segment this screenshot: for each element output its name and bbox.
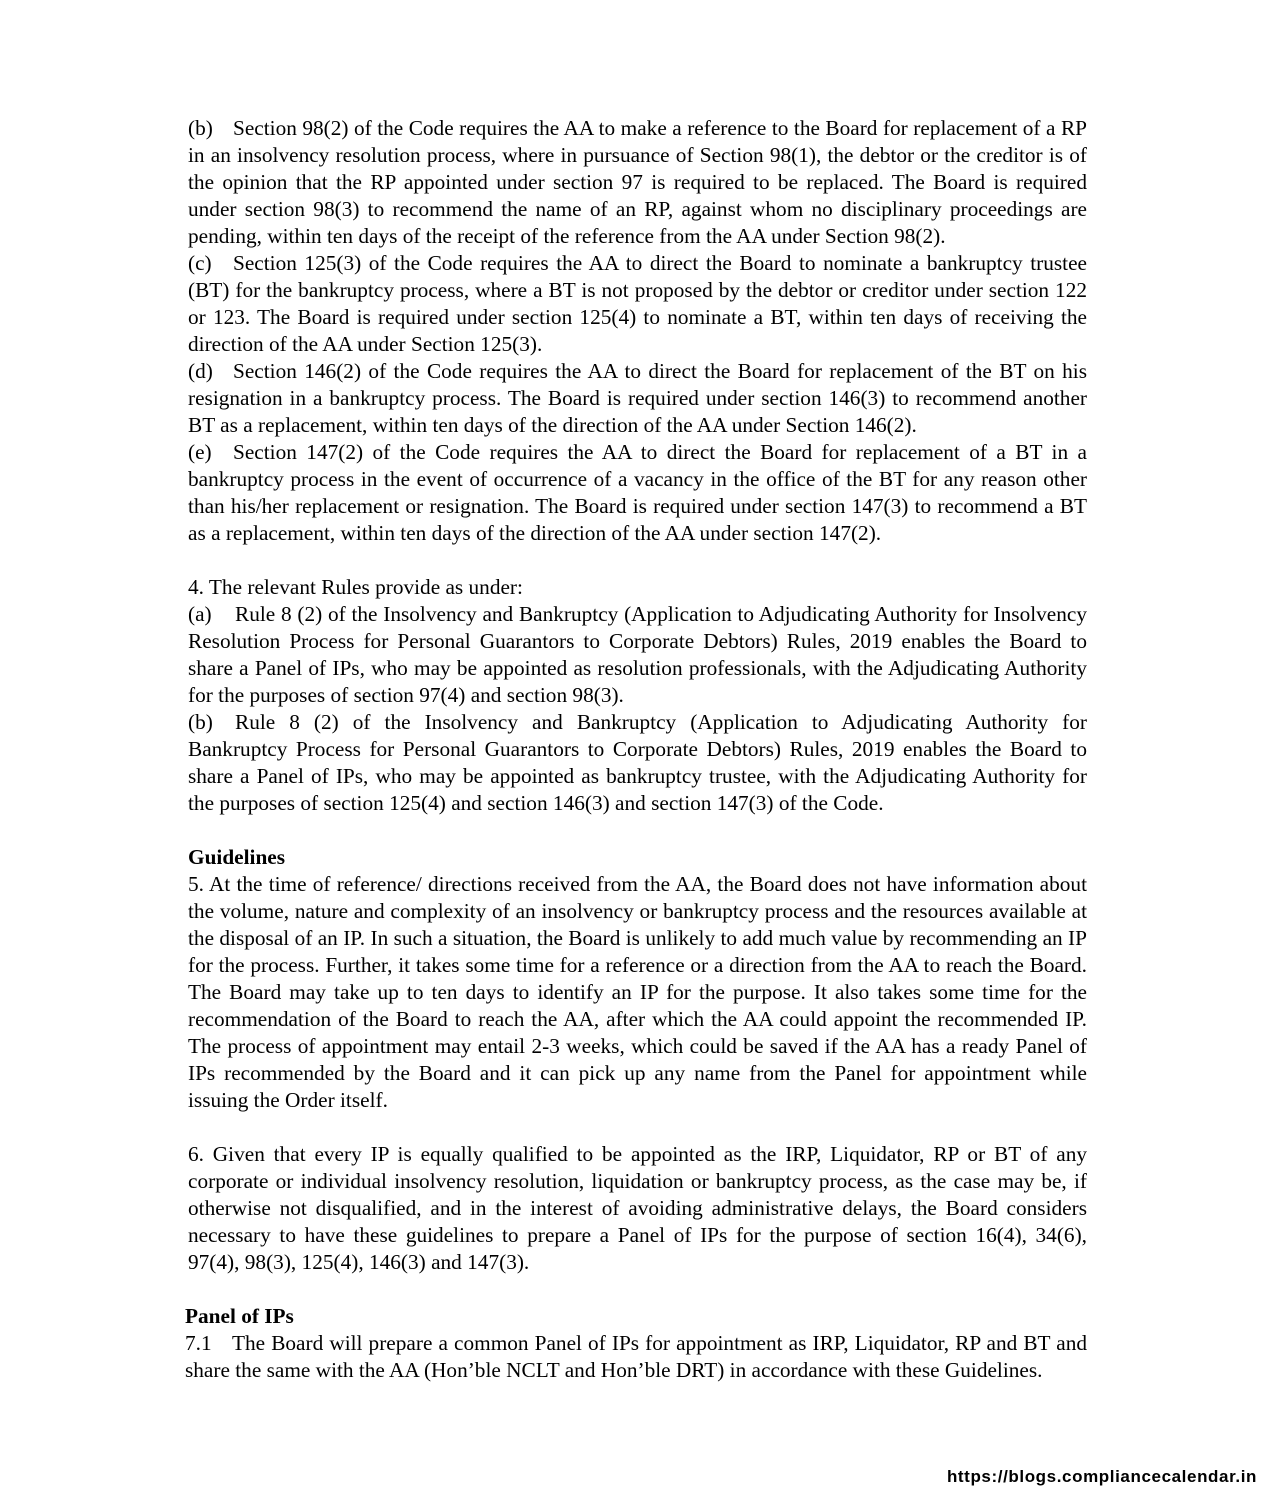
item-4b — [188, 709, 1087, 817]
item-4a — [188, 601, 1087, 709]
item-text: Rule 8 (2) of the Insolvency and Bankruptcy (Application to Adjudicating Authority for Insolvency Resolution Process for Personal Guarantors to Corporate Debtors) Rules, 2019 enables the Board to share a Panel of IPs, who may be appointed as resolution professionals, with the Adjudicating Authority for the purposes of section 97(4) and section 98(3). — [188, 602, 1087, 707]
item-label: (e) — [188, 440, 212, 464]
item-text: Section 98(2) of the Code requires the AA to make a reference to the Board for replacement of a RP in an insolvency resolution process, where in pursuance of Section 98(1), the debtor or the creditor is of the opinion that the RP appointed under section 97 is required to be replaced. The Board is required under section 98(3) to recommend the name of an RP, against whom no disciplinary proceedings are pending, within ten days of the receipt of the reference from the AA under Section 98(2). — [188, 116, 1087, 248]
para7-1 — [185, 1330, 1087, 1384]
item-label: 7.1 — [185, 1331, 212, 1355]
item-3d — [188, 358, 1087, 439]
para6: 6. Given that every IP is equally qualified to be appointed as the IRP, Liquidator, RP or BT of any corporate or individual insolvency resolution, liquidation or bankruptcy process, as the case may be, if otherwise not disqualified, and in the interest of avoiding administrative delays, the Board considers necessary to have these guidelines to prepare a Panel of IPs for the purpose of section 16(4), 34(6), 97(4), 98(3), 125(4), 146(3) and 147(3). — [188, 1142, 1087, 1274]
para5: 5. At the time of reference/ directions received from the AA, the Board does not have information about the volume, nature and complexity of an insolvency or bankruptcy process and the resources available at the disposal of an IP. In such a situation, the Board is unlikely to add much value by recommending an IP for the process. Further, it takes some time for a reference or a direction from the AA to reach the Board. The Board may take up to ten days to identify an IP for the purpose. It also takes some time for the recommendation of the Board to reach the AA, after which the AA could appoint the recommended IP. The process of appointment may entail 2-3 weeks, which could be saved if the AA has a ready Panel of IPs recommended by the Board and it can pick up any name from the Panel for appointment while issuing the Order itself. — [188, 872, 1087, 1112]
panel-heading: Panel of IPs — [185, 1304, 294, 1328]
item-label: (b) — [188, 710, 213, 734]
item-label: (d) — [188, 359, 213, 383]
document-page — [185, 115, 1087, 1384]
item-3e — [188, 439, 1087, 547]
item-text: Section 125(3) of the Code requires the AA to direct the Board to nominate a bankruptcy trustee (BT) for the bankruptcy process, where a BT is not proposed by the debtor or creditor under section 122 or 123. The Board is required under section 125(4) to nominate a BT, within ten days of receiving the direction of the AA under Section 125(3). — [188, 251, 1087, 356]
item-3c — [188, 250, 1087, 358]
item-label: (c) — [188, 251, 212, 275]
item-label: (b) — [188, 116, 213, 140]
panel-section — [185, 1303, 1087, 1384]
para4-intro: 4. The relevant Rules provide as under: — [188, 575, 523, 599]
item-text: Section 147(2) of the Code requires the AA to direct the Board for replacement of a BT in a bankruptcy process in the event of occurrence of a vacancy in the office of the BT for any reason other than his/her replacement or resignation. The Board is required under section 147(3) to recommend a BT as a replacement, within ten days of the direction of the AA under section 147(2). — [188, 440, 1087, 545]
item-text: Rule 8 (2) of the Insolvency and Bankruptcy (Application to Adjudicating Authority for Bankruptcy Process for Personal Guarantors to Corporate Debtors) Rules, 2019 enables the Board to share a Panel of IPs, who may be appointed as bankruptcy trustee, with the Adjudicating Authority for the purposes of section 125(4) and section 146(3) and section 147(3) of the Code. — [188, 710, 1087, 815]
item-3b — [188, 115, 1087, 250]
guidelines-heading: Guidelines — [188, 845, 286, 869]
item-text: The Board will prepare a common Panel of IPs for appointment as IRP, Liquidator, RP and BT and share the same with the AA (Hon’ble NCLT and Hon’ble DRT) in accordance with these Guidelines. — [185, 1331, 1087, 1382]
item-text: Section 146(2) of the Code requires the AA to direct the Board for replacement of the BT on his resignation in a bankruptcy process. The Board is required under section 146(3) to recommend another BT as a replacement, within ten days of the direction of the AA under Section 146(2). — [188, 359, 1087, 437]
item-label: (a) — [188, 602, 212, 626]
watermark-url: https://blogs.compliancecalendar.in — [946, 1467, 1257, 1486]
